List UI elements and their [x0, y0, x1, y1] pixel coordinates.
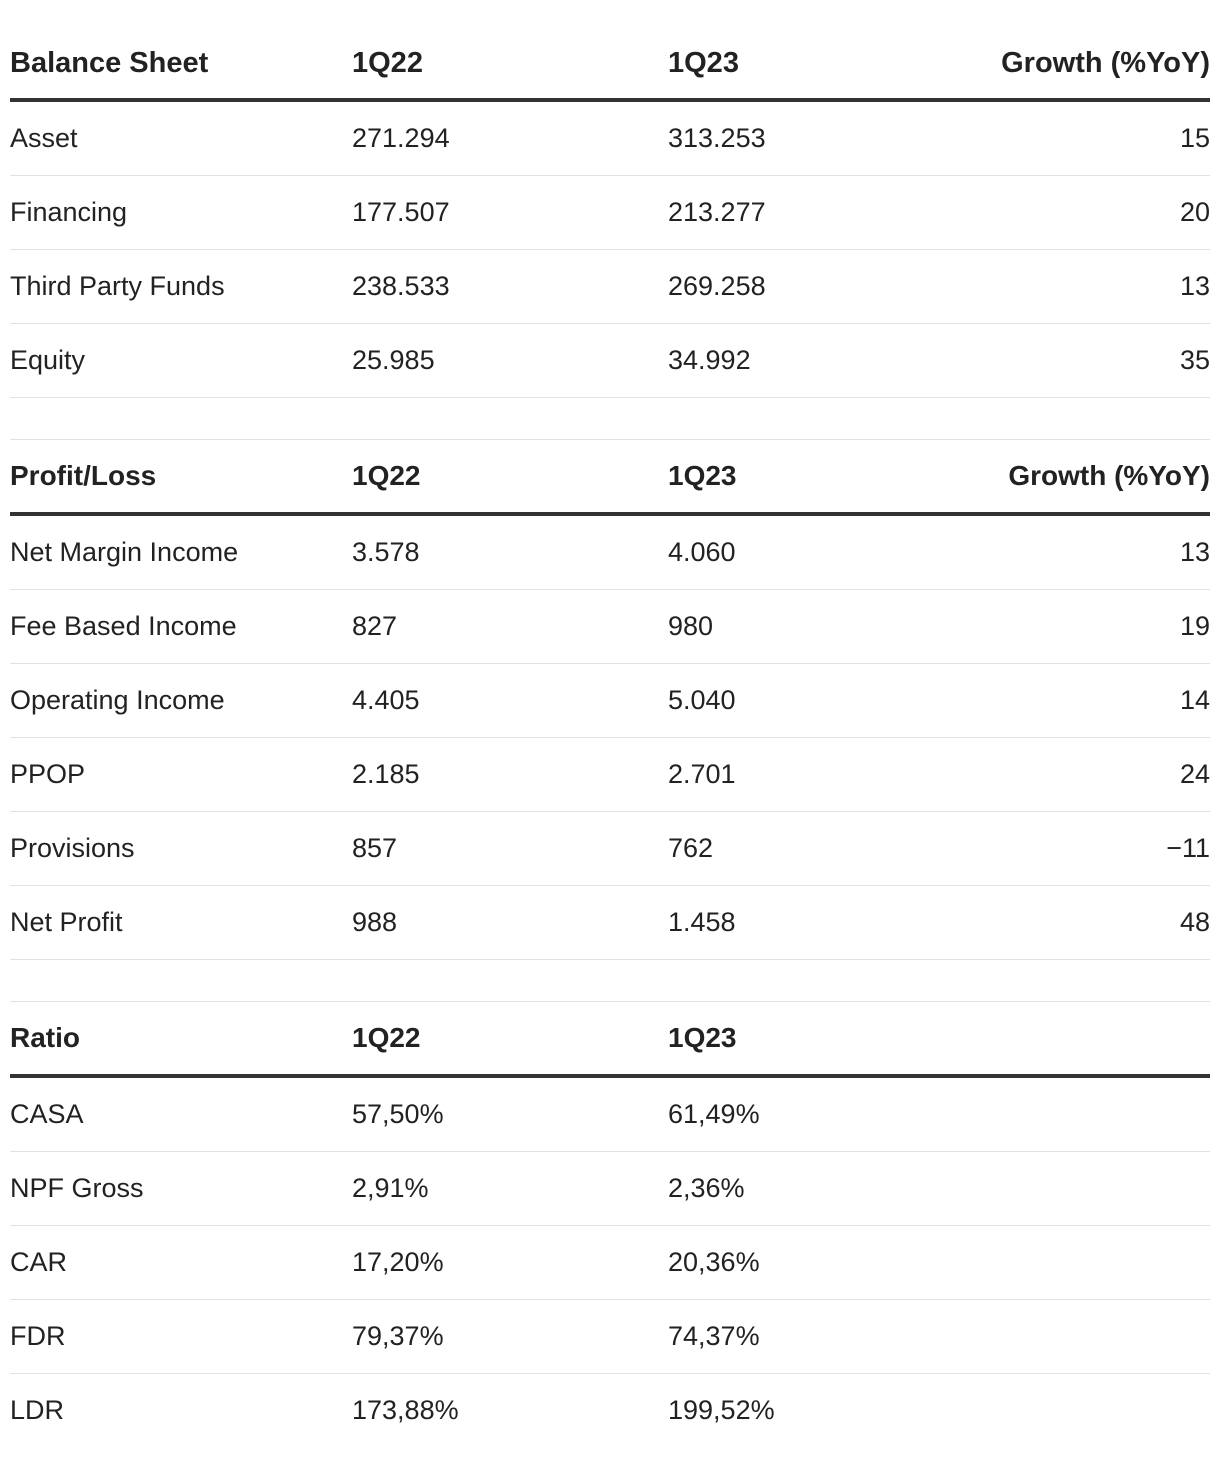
row-label: FDR: [10, 1300, 352, 1374]
header-cell: Growth (%YoY): [984, 28, 1210, 100]
value-1q23: 199,52%: [668, 1395, 775, 1425]
value-growth: 19: [984, 590, 1210, 664]
row-label: Financing: [10, 176, 352, 250]
value-1q22: 988: [352, 886, 668, 960]
row-label: Operating Income: [10, 664, 352, 738]
value-growth: 48: [984, 886, 1210, 960]
table-row: [10, 812, 1210, 886]
table-row: [10, 1374, 1210, 1448]
header-cell: 1Q23: [668, 28, 984, 100]
table-row: [10, 1076, 1210, 1152]
header-cell: Balance Sheet: [10, 28, 352, 100]
value-growth: 15: [984, 100, 1210, 176]
value-1q23: 980: [668, 590, 984, 664]
header-cell: Growth (%YoY): [984, 440, 1210, 514]
table-row: [10, 1152, 1210, 1226]
profit-loss-header-row: [10, 440, 1210, 514]
value-1q23: 762: [668, 812, 984, 886]
row-label: CAR: [10, 1226, 352, 1300]
table-row: [10, 886, 1210, 960]
row-label: Net Margin Income: [10, 514, 352, 590]
value-1q23: 2.701: [668, 738, 984, 812]
row-label: NPF Gross: [10, 1152, 352, 1226]
table-row: [10, 664, 1210, 738]
value-1q22: 271.294: [352, 100, 668, 176]
row-label: CASA: [10, 1076, 352, 1152]
header-cell: Ratio: [10, 1002, 352, 1076]
value-1q23: 20,36%: [668, 1226, 984, 1300]
header-cell: 1Q22: [352, 440, 668, 514]
value-1q23: 4.060: [668, 514, 984, 590]
value-1q22: 827: [352, 590, 668, 664]
value-1q22: 173,88%: [352, 1395, 459, 1425]
value-1q23: 269.258: [668, 250, 984, 324]
value-1q23: 5.040: [668, 664, 984, 738]
section-spacer: [10, 398, 1210, 440]
header-cell: Profit/Loss: [10, 440, 352, 514]
table-row: [10, 738, 1210, 812]
ratio-table: [10, 1002, 1210, 1447]
value-1q23: 2,36%: [668, 1152, 984, 1226]
value-empty: [984, 1152, 1210, 1226]
row-label: Net Profit: [10, 886, 352, 960]
table-row: [10, 1300, 1210, 1374]
value-empty: [984, 1300, 1210, 1374]
value-1q23: 61,49%: [668, 1076, 984, 1152]
balance-sheet-header-row: [10, 28, 1210, 100]
value-1q22: 177.507: [352, 176, 668, 250]
value-empty: [984, 1076, 1210, 1152]
financial-summary: [10, 0, 1210, 1447]
value-growth: 13: [984, 250, 1210, 324]
header-cell: 1Q23: [668, 440, 984, 514]
table-row: [10, 250, 1210, 324]
value-1q22: 57,50%: [352, 1076, 668, 1152]
row-label: Equity: [10, 324, 352, 398]
value-1q22: 2.185: [352, 738, 668, 812]
table-row: [10, 1226, 1210, 1300]
value-1q22: 79,37%: [352, 1300, 668, 1374]
table-row: [10, 514, 1210, 590]
value-1q23: 34.992: [668, 324, 984, 398]
header-cell: [984, 1002, 1210, 1076]
row-label: Provisions: [10, 812, 352, 886]
section-spacer: [10, 960, 1210, 1002]
profit-loss-table: [10, 440, 1210, 960]
value-1q22: 2,91%: [352, 1152, 668, 1226]
balance-sheet-table: [10, 28, 1210, 398]
value-empty: [984, 1374, 1210, 1448]
ratio-header-row: [10, 1002, 1210, 1076]
value-1q23: 1.458: [668, 886, 984, 960]
table-row: [10, 590, 1210, 664]
value-1q22: 3.578: [352, 514, 668, 590]
header-cell: 1Q22: [352, 1002, 668, 1076]
value-1q22: 4.405: [352, 664, 668, 738]
value-1q23: 213.277: [668, 176, 984, 250]
value-growth: −11: [984, 812, 1210, 886]
table-row: [10, 100, 1210, 176]
header-cell: 1Q22: [352, 28, 668, 100]
value-growth: 35: [984, 324, 1210, 398]
row-label: Third Party Funds: [10, 250, 352, 324]
value-growth: 14: [984, 664, 1210, 738]
value-1q23: 313.253: [668, 100, 984, 176]
value-empty: [984, 1226, 1210, 1300]
row-label: Asset: [10, 100, 352, 176]
value-1q23: 74,37%: [668, 1300, 984, 1374]
row-label: PPOP: [10, 738, 352, 812]
value-1q22: 25.985: [352, 324, 668, 398]
value-1q22: 857: [352, 812, 668, 886]
value-growth: 13: [984, 514, 1210, 590]
value-1q22: 238.533: [352, 250, 668, 324]
row-label: LDR: [10, 1395, 65, 1425]
row-label: Fee Based Income: [10, 590, 352, 664]
header-cell: 1Q23: [668, 1002, 984, 1076]
table-row: [10, 324, 1210, 398]
value-growth: 24: [984, 738, 1210, 812]
value-1q22: 17,20%: [352, 1226, 668, 1300]
value-growth: 20: [984, 176, 1210, 250]
table-row: [10, 176, 1210, 250]
